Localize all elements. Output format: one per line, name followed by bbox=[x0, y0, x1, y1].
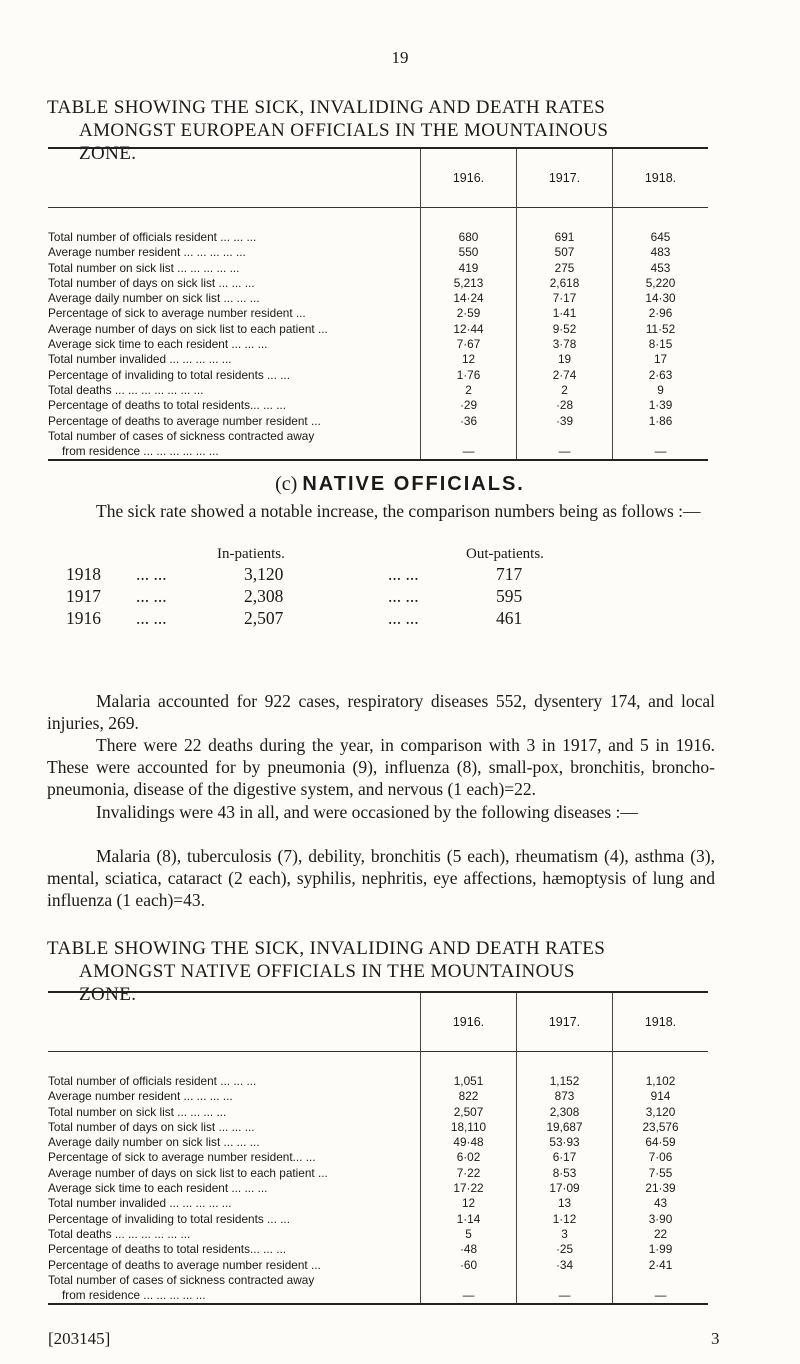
cell-value: ·34 bbox=[517, 1258, 613, 1273]
leader-dots: ... ... bbox=[136, 586, 167, 606]
cell-value: 14·24 bbox=[421, 291, 517, 306]
cell-value: 12 bbox=[421, 352, 517, 367]
row-label: Total number on sick list ... ... ... ... ... bbox=[48, 260, 240, 275]
table-body bbox=[48, 1052, 708, 1304]
year-column-header: 1917. bbox=[517, 992, 613, 1052]
leader-dots: ... ... bbox=[136, 564, 167, 584]
section-heading bbox=[0, 473, 800, 496]
cell-value: 12·44 bbox=[421, 322, 517, 337]
row-label-line: from residence ... ... ... ... ... ... bbox=[62, 443, 219, 458]
cell-value: 275 bbox=[517, 261, 613, 276]
patients-year: 1918 bbox=[66, 564, 101, 584]
cell-value: 6·02 bbox=[421, 1150, 517, 1165]
cell-value: 507 bbox=[517, 245, 613, 260]
invalidings-list-paragraph: Malaria (8), tuberculosis (7), debility, bronchitis (5 each), rheumatism (4), asthma (3), mental, sciatica, cataract (2 each), syphilis, nephritis, eye affections, hæmoptysis of lung and influenza (1 each)=43. bbox=[47, 846, 715, 910]
cell-value: 1,102 bbox=[613, 1052, 709, 1090]
cell-value: 19 bbox=[517, 352, 613, 367]
cell-value: 822 bbox=[421, 1089, 517, 1104]
table-row bbox=[48, 383, 708, 398]
row-label: Percentage of invaliding to total residents ... ... bbox=[48, 1211, 290, 1226]
cell-value: 419 bbox=[421, 261, 517, 276]
cell-value: 1·86 bbox=[613, 414, 709, 429]
table1-title-line: AMONGST EUROPEAN OFFICIALS IN THE MOUNTAINOUS bbox=[79, 120, 609, 141]
outpatients-value: 717 bbox=[496, 564, 523, 584]
table-row bbox=[48, 1181, 708, 1196]
cell-value: 550 bbox=[421, 245, 517, 260]
cell-value: 1·99 bbox=[613, 1242, 709, 1257]
table-row bbox=[48, 245, 708, 260]
page-number: 19 bbox=[391, 48, 409, 67]
cell-value: ·36 bbox=[421, 414, 517, 429]
table-row bbox=[48, 1105, 708, 1120]
cell-value: 5,220 bbox=[613, 276, 709, 291]
table2-title-line: AMONGST NATIVE OFFICIALS IN THE MOUNTAINOUS bbox=[79, 961, 575, 982]
cell-value: 483 bbox=[613, 245, 709, 260]
table-row bbox=[48, 1196, 708, 1211]
cell-value: ·48 bbox=[421, 1242, 517, 1257]
leader-dots: ... ... bbox=[388, 586, 419, 606]
cell-value: ·28 bbox=[517, 398, 613, 413]
document-code: [203145] bbox=[48, 1329, 111, 1348]
table1-title-line: TABLE SHOWING THE SICK, INVALIDING AND DEATH RATES bbox=[47, 97, 606, 118]
row-label: Percentage of sick to average number resident ... bbox=[48, 306, 306, 321]
row-label: Percentage of deaths to total residents... ... ... bbox=[48, 398, 287, 413]
row-label: Total deaths ... ... ... ... ... ... ... bbox=[48, 382, 204, 397]
row-label: Total number invalided ... ... ... ... ... bbox=[48, 352, 232, 367]
table2-title-line: TABLE SHOWING THE SICK, INVALIDING AND DEATH RATES bbox=[47, 938, 606, 959]
cell-value: — bbox=[517, 429, 613, 460]
row-label: Average daily number on sick list ... ... ... bbox=[48, 1135, 260, 1150]
cell-value: 11·52 bbox=[613, 322, 709, 337]
inpatients-value: 3,120 bbox=[244, 564, 284, 584]
table-body bbox=[48, 208, 708, 460]
row-label-line: Total number of cases of sickness contracted away bbox=[48, 1272, 315, 1287]
cell-value: 691 bbox=[517, 208, 613, 246]
cell-value: 21·39 bbox=[613, 1181, 709, 1196]
signature-mark: 3 bbox=[711, 1329, 720, 1348]
year-column-header: 1916. bbox=[421, 148, 517, 208]
cell-value: — bbox=[421, 1273, 517, 1304]
cell-value: 19,687 bbox=[517, 1120, 613, 1135]
row-label bbox=[48, 429, 421, 460]
row-label: Total number of days on sick list ... ... ... bbox=[48, 1119, 255, 1134]
leader-dots: ... ... bbox=[388, 564, 419, 584]
cell-value: 17·09 bbox=[517, 1181, 613, 1196]
cell-value: 680 bbox=[421, 208, 517, 246]
cell-value: ·29 bbox=[421, 398, 517, 413]
table-row bbox=[48, 429, 708, 460]
row-label bbox=[48, 1273, 421, 1304]
table1-title-line: ZONE. bbox=[79, 143, 137, 164]
year-column-header: 1917. bbox=[517, 148, 613, 208]
cell-value: 1,051 bbox=[421, 1052, 517, 1090]
table-row bbox=[48, 1135, 708, 1150]
cell-value: 17 bbox=[613, 352, 709, 367]
row-label: Average number resident ... ... ... ... bbox=[48, 1089, 233, 1104]
row-label: Average number of days on sick list to each patient ... bbox=[48, 1165, 328, 1180]
table-row bbox=[48, 261, 708, 276]
year-column-header: 1918. bbox=[613, 992, 709, 1052]
table-header-row bbox=[48, 148, 708, 208]
cell-value: 914 bbox=[613, 1089, 709, 1104]
native-officials-table bbox=[48, 991, 708, 1305]
invalidings-paragraph: Invalidings were 43 in all, and were occasioned by the following diseases :— bbox=[96, 802, 638, 822]
year-column-header: 1916. bbox=[421, 992, 517, 1052]
row-label: Total number of officials resident ... ... ... bbox=[48, 230, 257, 244]
cell-value: 2,308 bbox=[517, 1105, 613, 1120]
cell-value: 1·76 bbox=[421, 368, 517, 383]
cell-value: 3·78 bbox=[517, 337, 613, 352]
cell-value: 8·53 bbox=[517, 1166, 613, 1181]
row-label: Total deaths ... ... ... ... ... ... bbox=[48, 1226, 191, 1241]
outpatients-value: 595 bbox=[496, 586, 523, 606]
cell-value: 1·14 bbox=[421, 1212, 517, 1227]
cell-value: 64·59 bbox=[613, 1135, 709, 1150]
patients-year: 1917 bbox=[66, 586, 101, 606]
cell-value: — bbox=[421, 429, 517, 460]
row-label: Percentage of invaliding to total residents ... ... bbox=[48, 367, 290, 382]
table-row bbox=[48, 352, 708, 367]
cell-value: 1·41 bbox=[517, 306, 613, 321]
table-row bbox=[48, 1166, 708, 1181]
cell-value: 9·52 bbox=[517, 322, 613, 337]
table2-title-line: ZONE. bbox=[79, 984, 137, 1005]
table-row bbox=[48, 291, 708, 306]
patients-year: 1916 bbox=[66, 608, 101, 628]
section-title: NATIVE OFFICIALS. bbox=[302, 473, 525, 495]
cell-value: 3·90 bbox=[613, 1212, 709, 1227]
cell-value: 2,507 bbox=[421, 1105, 517, 1120]
cell-value: 12 bbox=[421, 1196, 517, 1211]
cell-value: 3 bbox=[517, 1227, 613, 1242]
row-label: Total number on sick list ... ... ... ... bbox=[48, 1104, 227, 1119]
cell-value: 5 bbox=[421, 1227, 517, 1242]
cell-value: 22 bbox=[613, 1227, 709, 1242]
cell-value: 17·22 bbox=[421, 1181, 517, 1196]
row-label: Average sick time to each resident ... ... ... bbox=[48, 1181, 268, 1196]
table-header-row bbox=[48, 992, 708, 1052]
cell-value: ·39 bbox=[517, 414, 613, 429]
cell-value: 43 bbox=[613, 1196, 709, 1211]
table-row bbox=[48, 1258, 708, 1273]
row-label: Percentage of deaths to average number resident ... bbox=[48, 1257, 321, 1272]
cell-value: — bbox=[517, 1273, 613, 1304]
cell-value: 2,618 bbox=[517, 276, 613, 291]
cell-value: 1·39 bbox=[613, 398, 709, 413]
row-label: Average sick time to each resident ... ... ... bbox=[48, 337, 268, 352]
cell-value: — bbox=[613, 1273, 709, 1304]
outpatients-value: 461 bbox=[496, 608, 523, 628]
cell-value: 2·96 bbox=[613, 306, 709, 321]
label-column-header bbox=[48, 148, 421, 208]
cell-value: 873 bbox=[517, 1089, 613, 1104]
cell-value: 49·48 bbox=[421, 1135, 517, 1150]
table-row bbox=[48, 1120, 708, 1135]
row-label-line: Total number of cases of sickness contracted away bbox=[48, 428, 315, 443]
row-label: Average number of days on sick list to each patient ... bbox=[48, 321, 328, 336]
row-label-line: from residence ... ... ... ... ... bbox=[62, 1287, 206, 1302]
malaria-paragraph: Malaria accounted for 922 cases, respiratory diseases 552, dysentery 174, and local injuries, 269. bbox=[47, 691, 715, 733]
cell-value: 1,152 bbox=[517, 1052, 613, 1090]
cell-value: 2 bbox=[421, 383, 517, 398]
cell-value: 5,213 bbox=[421, 276, 517, 291]
cell-value: 9 bbox=[613, 383, 709, 398]
cell-value: 7·17 bbox=[517, 291, 613, 306]
table-row bbox=[48, 1150, 708, 1165]
table-row bbox=[48, 1273, 708, 1304]
inpatients-value: 2,308 bbox=[244, 586, 284, 606]
table-row bbox=[48, 1242, 708, 1257]
cell-value: 7·06 bbox=[613, 1150, 709, 1165]
cell-value: 7·55 bbox=[613, 1166, 709, 1181]
table-row bbox=[48, 1089, 708, 1104]
row-label: Total number of officials resident ... ... ... bbox=[48, 1074, 257, 1088]
cell-value: 2·59 bbox=[421, 306, 517, 321]
table-row bbox=[48, 1227, 708, 1242]
row-label: Percentage of sick to average number resident... ... bbox=[48, 1150, 316, 1165]
cell-value: 2·63 bbox=[613, 368, 709, 383]
cell-value: 14·30 bbox=[613, 291, 709, 306]
year-column-header: 1918. bbox=[613, 148, 709, 208]
leader-dots: ... ... bbox=[388, 608, 419, 628]
cell-value: 6·17 bbox=[517, 1150, 613, 1165]
deaths-paragraph: There were 22 deaths during the year, in comparison with 3 in 1917, and 5 in 1916. These were accounted for by pneumonia (9), influenza (8), small-pox, bronchitis, broncho-pneumonia, disease of the digestive system, and nervous (1 each)=22. bbox=[47, 735, 715, 799]
row-label: Total number invalided ... ... ... ... ... bbox=[48, 1196, 232, 1211]
row-label: Percentage of deaths to average number resident ... bbox=[48, 413, 321, 428]
outpatients-header: Out-patients. bbox=[466, 546, 544, 562]
cell-value: 3,120 bbox=[613, 1105, 709, 1120]
cell-value: 18,110 bbox=[421, 1120, 517, 1135]
row-label: Total number of days on sick list ... ... ... bbox=[48, 275, 255, 290]
table-row bbox=[48, 1052, 708, 1090]
row-label: Percentage of deaths to total residents... ... ... bbox=[48, 1242, 287, 1257]
label-column-header bbox=[48, 992, 421, 1052]
table-row bbox=[48, 414, 708, 429]
section-letter: (c) bbox=[275, 473, 298, 495]
cell-value: 2·41 bbox=[613, 1258, 709, 1273]
cell-value: 8·15 bbox=[613, 337, 709, 352]
cell-value: 23,576 bbox=[613, 1120, 709, 1135]
intro-paragraph: The sick rate showed a notable increase, the comparison numbers being as follows :— bbox=[96, 501, 701, 521]
cell-value: 13 bbox=[517, 1196, 613, 1211]
cell-value: — bbox=[613, 429, 709, 460]
cell-value: 7·67 bbox=[421, 337, 517, 352]
row-label: Average daily number on sick list ... ... ... bbox=[48, 291, 260, 306]
leader-dots: ... ... bbox=[136, 608, 167, 628]
row-label: Average number resident ... ... ... ... ... bbox=[48, 245, 246, 260]
cell-value: 2 bbox=[517, 383, 613, 398]
table-row bbox=[48, 322, 708, 337]
table-row bbox=[48, 306, 708, 321]
inpatients-value: 2,507 bbox=[244, 608, 284, 628]
cell-value: 453 bbox=[613, 261, 709, 276]
table-row bbox=[48, 337, 708, 352]
cell-value: ·25 bbox=[517, 1242, 613, 1257]
cell-value: 645 bbox=[613, 208, 709, 246]
table-row bbox=[48, 1212, 708, 1227]
table-row bbox=[48, 368, 708, 383]
cell-value: 7·22 bbox=[421, 1166, 517, 1181]
inpatients-header: In-patients. bbox=[217, 546, 285, 562]
table-row bbox=[48, 276, 708, 291]
cell-value: ·60 bbox=[421, 1258, 517, 1273]
cell-value: 53·93 bbox=[517, 1135, 613, 1150]
cell-value: 1·12 bbox=[517, 1212, 613, 1227]
cell-value: 2·74 bbox=[517, 368, 613, 383]
table-row bbox=[48, 398, 708, 413]
european-officials-table bbox=[48, 147, 708, 461]
table-row bbox=[48, 208, 708, 246]
